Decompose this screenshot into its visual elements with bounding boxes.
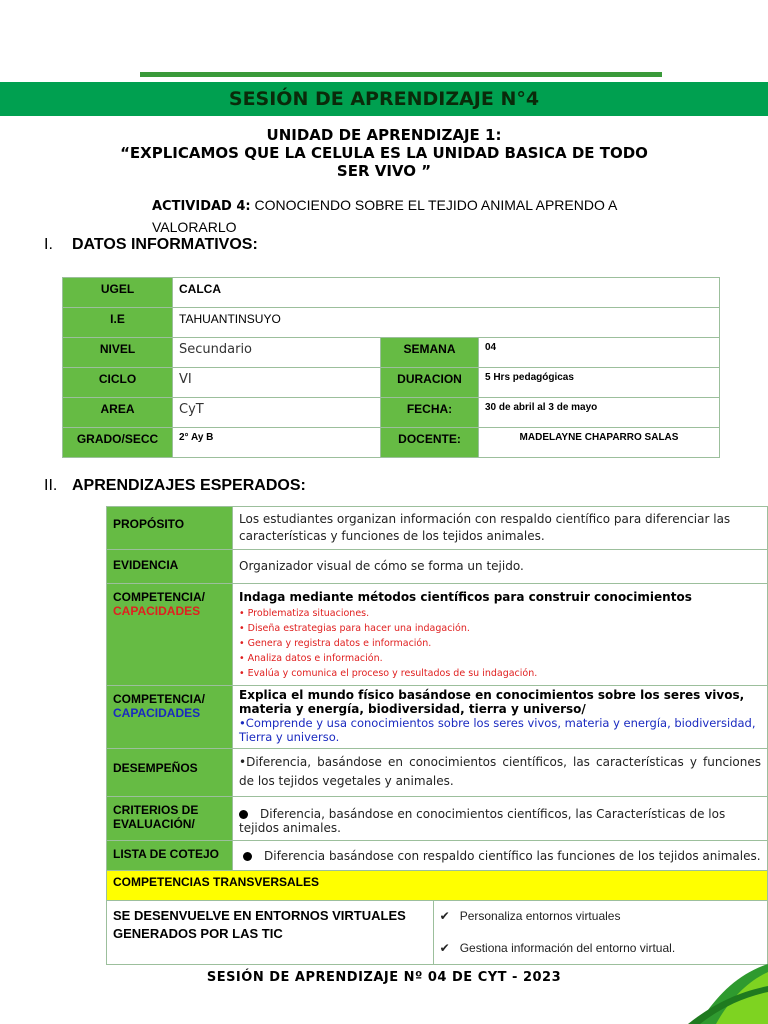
nivel-value: Secundario bbox=[173, 338, 381, 368]
lista-cotejo-content bbox=[233, 841, 768, 871]
competencia1-title-label: COMPETENCIA/ bbox=[113, 590, 206, 604]
activity-label: ACTIVIDAD 4: bbox=[152, 199, 251, 214]
semana-value: 04 bbox=[479, 338, 720, 368]
bullet-icon bbox=[243, 852, 252, 861]
competencia1-label bbox=[107, 584, 233, 686]
evidencia-label: EVIDENCIA bbox=[107, 550, 233, 584]
page-title: SESIÓN DE APRENDIZAJE N°4 bbox=[228, 88, 540, 110]
lista-cotejo-text: Diferencia basándose con respaldo científico las funciones de los tejidos animales. bbox=[264, 849, 761, 863]
ciclo-value: VI bbox=[173, 368, 381, 398]
nivel-label: NIVEL bbox=[63, 338, 173, 368]
tic-item-text: Personaliza entornos virtuales bbox=[459, 909, 621, 923]
competencia2-label bbox=[107, 686, 233, 749]
corner-decoration-icon bbox=[628, 964, 768, 1024]
duracion-label: DURACION bbox=[381, 368, 479, 398]
competencia2-content bbox=[233, 686, 768, 749]
section-title: APRENDIZAJES ESPERADOS: bbox=[72, 477, 306, 494]
check-icon: ✔ bbox=[439, 940, 450, 955]
ie-value: TAHUANTINSUYO bbox=[173, 308, 720, 338]
competencia2-title-label: COMPETENCIA/ bbox=[113, 692, 206, 706]
capacidades2-label: CAPACIDADES bbox=[113, 706, 201, 720]
proposito-label: PROPÓSITO bbox=[107, 507, 233, 550]
unit-title bbox=[100, 126, 668, 180]
criterios-content bbox=[233, 797, 768, 841]
section-datos-heading bbox=[44, 236, 258, 254]
page-footer: SESIÓN DE APRENDIZAJE Nº 04 DE CYT - 2023 bbox=[206, 970, 562, 985]
area-value: CyT bbox=[173, 398, 381, 428]
unit-line-2: “EXPLICAMOS QUE LA CELULA ES LA UNIDAD BASICA DE TODO bbox=[120, 144, 648, 162]
unit-line-1: UNIDAD DE APRENDIZAJE 1: bbox=[266, 126, 502, 144]
capacidad-item: • Problematiza situaciones. bbox=[239, 608, 370, 619]
ugel-label: UGEL bbox=[63, 278, 173, 308]
ugel-value: CALCA bbox=[173, 278, 720, 308]
section-title: DATOS INFORMATIVOS: bbox=[72, 236, 258, 253]
desempenos-text: •Diferencia, basándose en conocimientos científicos, las características y funciones de los tejidos vegetales y animales. bbox=[233, 749, 768, 797]
capacidad-item: • Genera y registra datos e información. bbox=[239, 638, 432, 649]
competencia1-title: Indaga mediante métodos científicos para construir conocimientos bbox=[239, 590, 692, 604]
datos-informativos-table bbox=[62, 277, 720, 458]
duracion-value: 5 Hrs pedagógicas bbox=[479, 368, 720, 398]
unit-line-3: SER VIVO ” bbox=[336, 162, 432, 180]
fecha-value: 30 de abril al 3 de mayo bbox=[479, 398, 720, 428]
capacidades1-label: CAPACIDADES bbox=[113, 604, 201, 618]
tic-item bbox=[433, 933, 767, 965]
section-number: I. bbox=[44, 236, 53, 253]
capacidad-item: •Comprende y usa conocimientos sobre los seres vivos, materia y energía, biodiversidad, Tierra y universo. bbox=[239, 716, 756, 744]
grado-value: 2° Ay B bbox=[173, 428, 381, 458]
capacidad-item: • Evalúa y comunica el proceso y resultados de su indagación. bbox=[239, 668, 538, 679]
docente-value: MADELAYNE CHAPARRO SALAS bbox=[479, 428, 720, 458]
activity-heading bbox=[152, 195, 622, 237]
header-top-rule bbox=[140, 72, 662, 77]
criterios-text: Diferencia, basándose en conocimientos científicos, las Características de los tejidos animales. bbox=[239, 807, 726, 835]
semana-label: SEMANA bbox=[381, 338, 479, 368]
check-icon: ✔ bbox=[439, 909, 450, 923]
proposito-text: Los estudiantes organizan información con respaldo científico para diferenciar las características y funciones de los tejidos animales. bbox=[233, 507, 768, 550]
capacidad-item: • Diseña estrategias para hacer una indagación. bbox=[239, 623, 470, 634]
activity-text: CONOCIENDO SOBRE EL TEJIDO ANIMAL APRENDO A VALORARLO bbox=[152, 197, 617, 235]
ie-label: I.E bbox=[63, 308, 173, 338]
bullet-icon bbox=[239, 810, 248, 819]
tic-item bbox=[433, 901, 767, 933]
lista-cotejo-label: LISTA DE COTEJO bbox=[107, 841, 233, 871]
capacidad-item: • Analiza datos e información. bbox=[239, 653, 383, 664]
competencia1-content bbox=[233, 584, 768, 686]
evidencia-text: Organizador visual de cómo se forma un tejido. bbox=[233, 550, 768, 584]
ciclo-label: CICLO bbox=[63, 368, 173, 398]
section-number: II. bbox=[44, 477, 58, 494]
fecha-label: FECHA: bbox=[381, 398, 479, 428]
area-label: AREA bbox=[63, 398, 173, 428]
grado-label: GRADO/SECC bbox=[63, 428, 173, 458]
docente-label: DOCENTE: bbox=[381, 428, 479, 458]
tic-competence-label: SE DESENVUELVE EN ENTORNOS VIRTUALES GENERADOS POR LAS TIC bbox=[107, 901, 434, 965]
tic-item-text: Gestiona información del entorno virtual. bbox=[459, 940, 676, 955]
desempenos-label: DESEMPEÑOS bbox=[107, 749, 233, 797]
criterios-label: CRITERIOS DE EVALUACIÓN/ bbox=[107, 797, 233, 841]
competencia2-title: Explica el mundo físico basándose en conocimientos sobre los seres vivos, materia y energía, biodiversidad, tierra y universo/ bbox=[239, 688, 745, 716]
competencias-transversales-header: COMPETENCIAS TRANSVERSALES bbox=[107, 871, 768, 901]
section-aprendizajes-heading bbox=[44, 477, 306, 495]
aprendizajes-table bbox=[106, 506, 768, 965]
